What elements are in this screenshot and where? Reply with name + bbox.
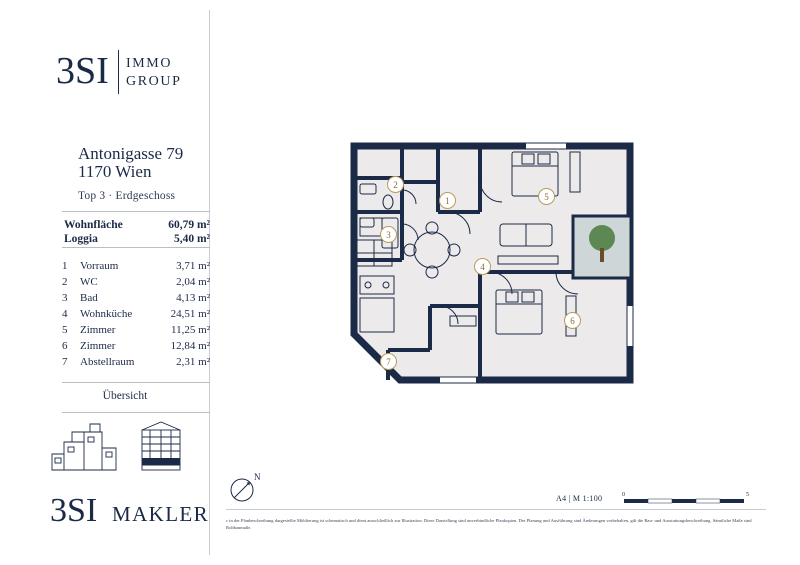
divider-top (62, 211, 210, 212)
room-size: 2,04 m² (176, 276, 210, 288)
room-number: 5 (62, 324, 68, 336)
area-label: Wohnfläche (64, 219, 123, 231)
room-number: 7 (62, 356, 68, 368)
property-unit: Top 3 · Erdgeschoss (78, 190, 176, 202)
brand-logo-group: GROUP (126, 74, 182, 89)
brand-logo-3si: 3SI (56, 50, 109, 92)
floorplan-drawing (330, 120, 670, 400)
room-badge-3[interactable]: 3 (380, 226, 397, 243)
room-badge-5[interactable]: 5 (538, 188, 555, 205)
divider-overview (62, 412, 210, 413)
list-item (62, 340, 212, 356)
room-name: Abstellraum (80, 356, 135, 368)
sidebar (20, 10, 210, 555)
logo-divider (118, 50, 119, 94)
room-name: Zimmer (80, 324, 116, 336)
room-name: WC (80, 276, 98, 288)
list-item (62, 276, 212, 292)
room-number: 6 (62, 340, 68, 352)
room-size: 11,25 m² (171, 324, 210, 336)
room-number: 3 (62, 292, 68, 304)
room-badge-4[interactable]: 4 (474, 258, 491, 275)
room-size: 3,71 m² (176, 260, 210, 272)
format-scale-label: A4 | M 1:100 (556, 494, 603, 503)
disclaimer-text: c in der Planbeschreibung dargestellte Möblierung ist schematisch und dient ausschließlich zur Illustration. Diese Darstellung sind unverbindliche Plankopien. Der Planung und Ausführung sind Änderungen vorbehalten, gilt die Bau- und Ausstattungsbeschreibung. Sämtliche Maße sind Rohbaumaße. (226, 518, 752, 531)
room-size: 2,31 m² (176, 356, 210, 368)
property-street: Antonigasse 79 (78, 144, 184, 163)
brand-logo-immo: IMMO (126, 56, 173, 71)
divider-areas (62, 247, 210, 248)
overview-title: Übersicht (102, 390, 148, 402)
north-arrow-icon (226, 468, 282, 512)
room-size: 12,84 m² (170, 340, 210, 352)
property-city: 1170 Wien (78, 162, 152, 181)
room-number: 4 (62, 308, 68, 320)
room-list (62, 260, 212, 372)
room-badge-7[interactable]: 7 (380, 353, 397, 370)
area-label: Loggia (64, 233, 98, 245)
room-badge-6[interactable]: 6 (564, 312, 581, 329)
room-size: 24,51 m² (170, 308, 210, 320)
area-value: 60,79 m² (168, 219, 210, 231)
list-item (62, 324, 212, 340)
room-number: 2 (62, 276, 68, 288)
list-item (62, 292, 212, 308)
footer-logo-3si: 3SI (50, 492, 98, 529)
room-name: Bad (80, 292, 98, 304)
loggia (573, 216, 631, 278)
footer-logo-makler: MAKLER (112, 502, 210, 526)
list-item (62, 356, 212, 372)
area-value: 5,40 m² (173, 233, 210, 245)
list-item (62, 260, 212, 276)
north-letter: N (254, 472, 261, 482)
room-size: 4,13 m² (176, 292, 210, 304)
room-name: Wohnküche (80, 308, 133, 320)
room-badge-2[interactable]: 2 (387, 176, 404, 193)
divider-list (62, 382, 210, 383)
footer-divider (226, 509, 766, 510)
building-overview-thumbnail (50, 418, 210, 478)
scale-bar (622, 490, 752, 508)
scale-min-label: 0 (622, 492, 625, 498)
list-item (62, 308, 212, 324)
room-name: Zimmer (80, 340, 116, 352)
scale-max-label: 5 (746, 492, 749, 498)
room-badge-1[interactable]: 1 (439, 192, 456, 209)
room-number: 1 (62, 260, 68, 272)
room-name: Vorraum (80, 260, 119, 272)
